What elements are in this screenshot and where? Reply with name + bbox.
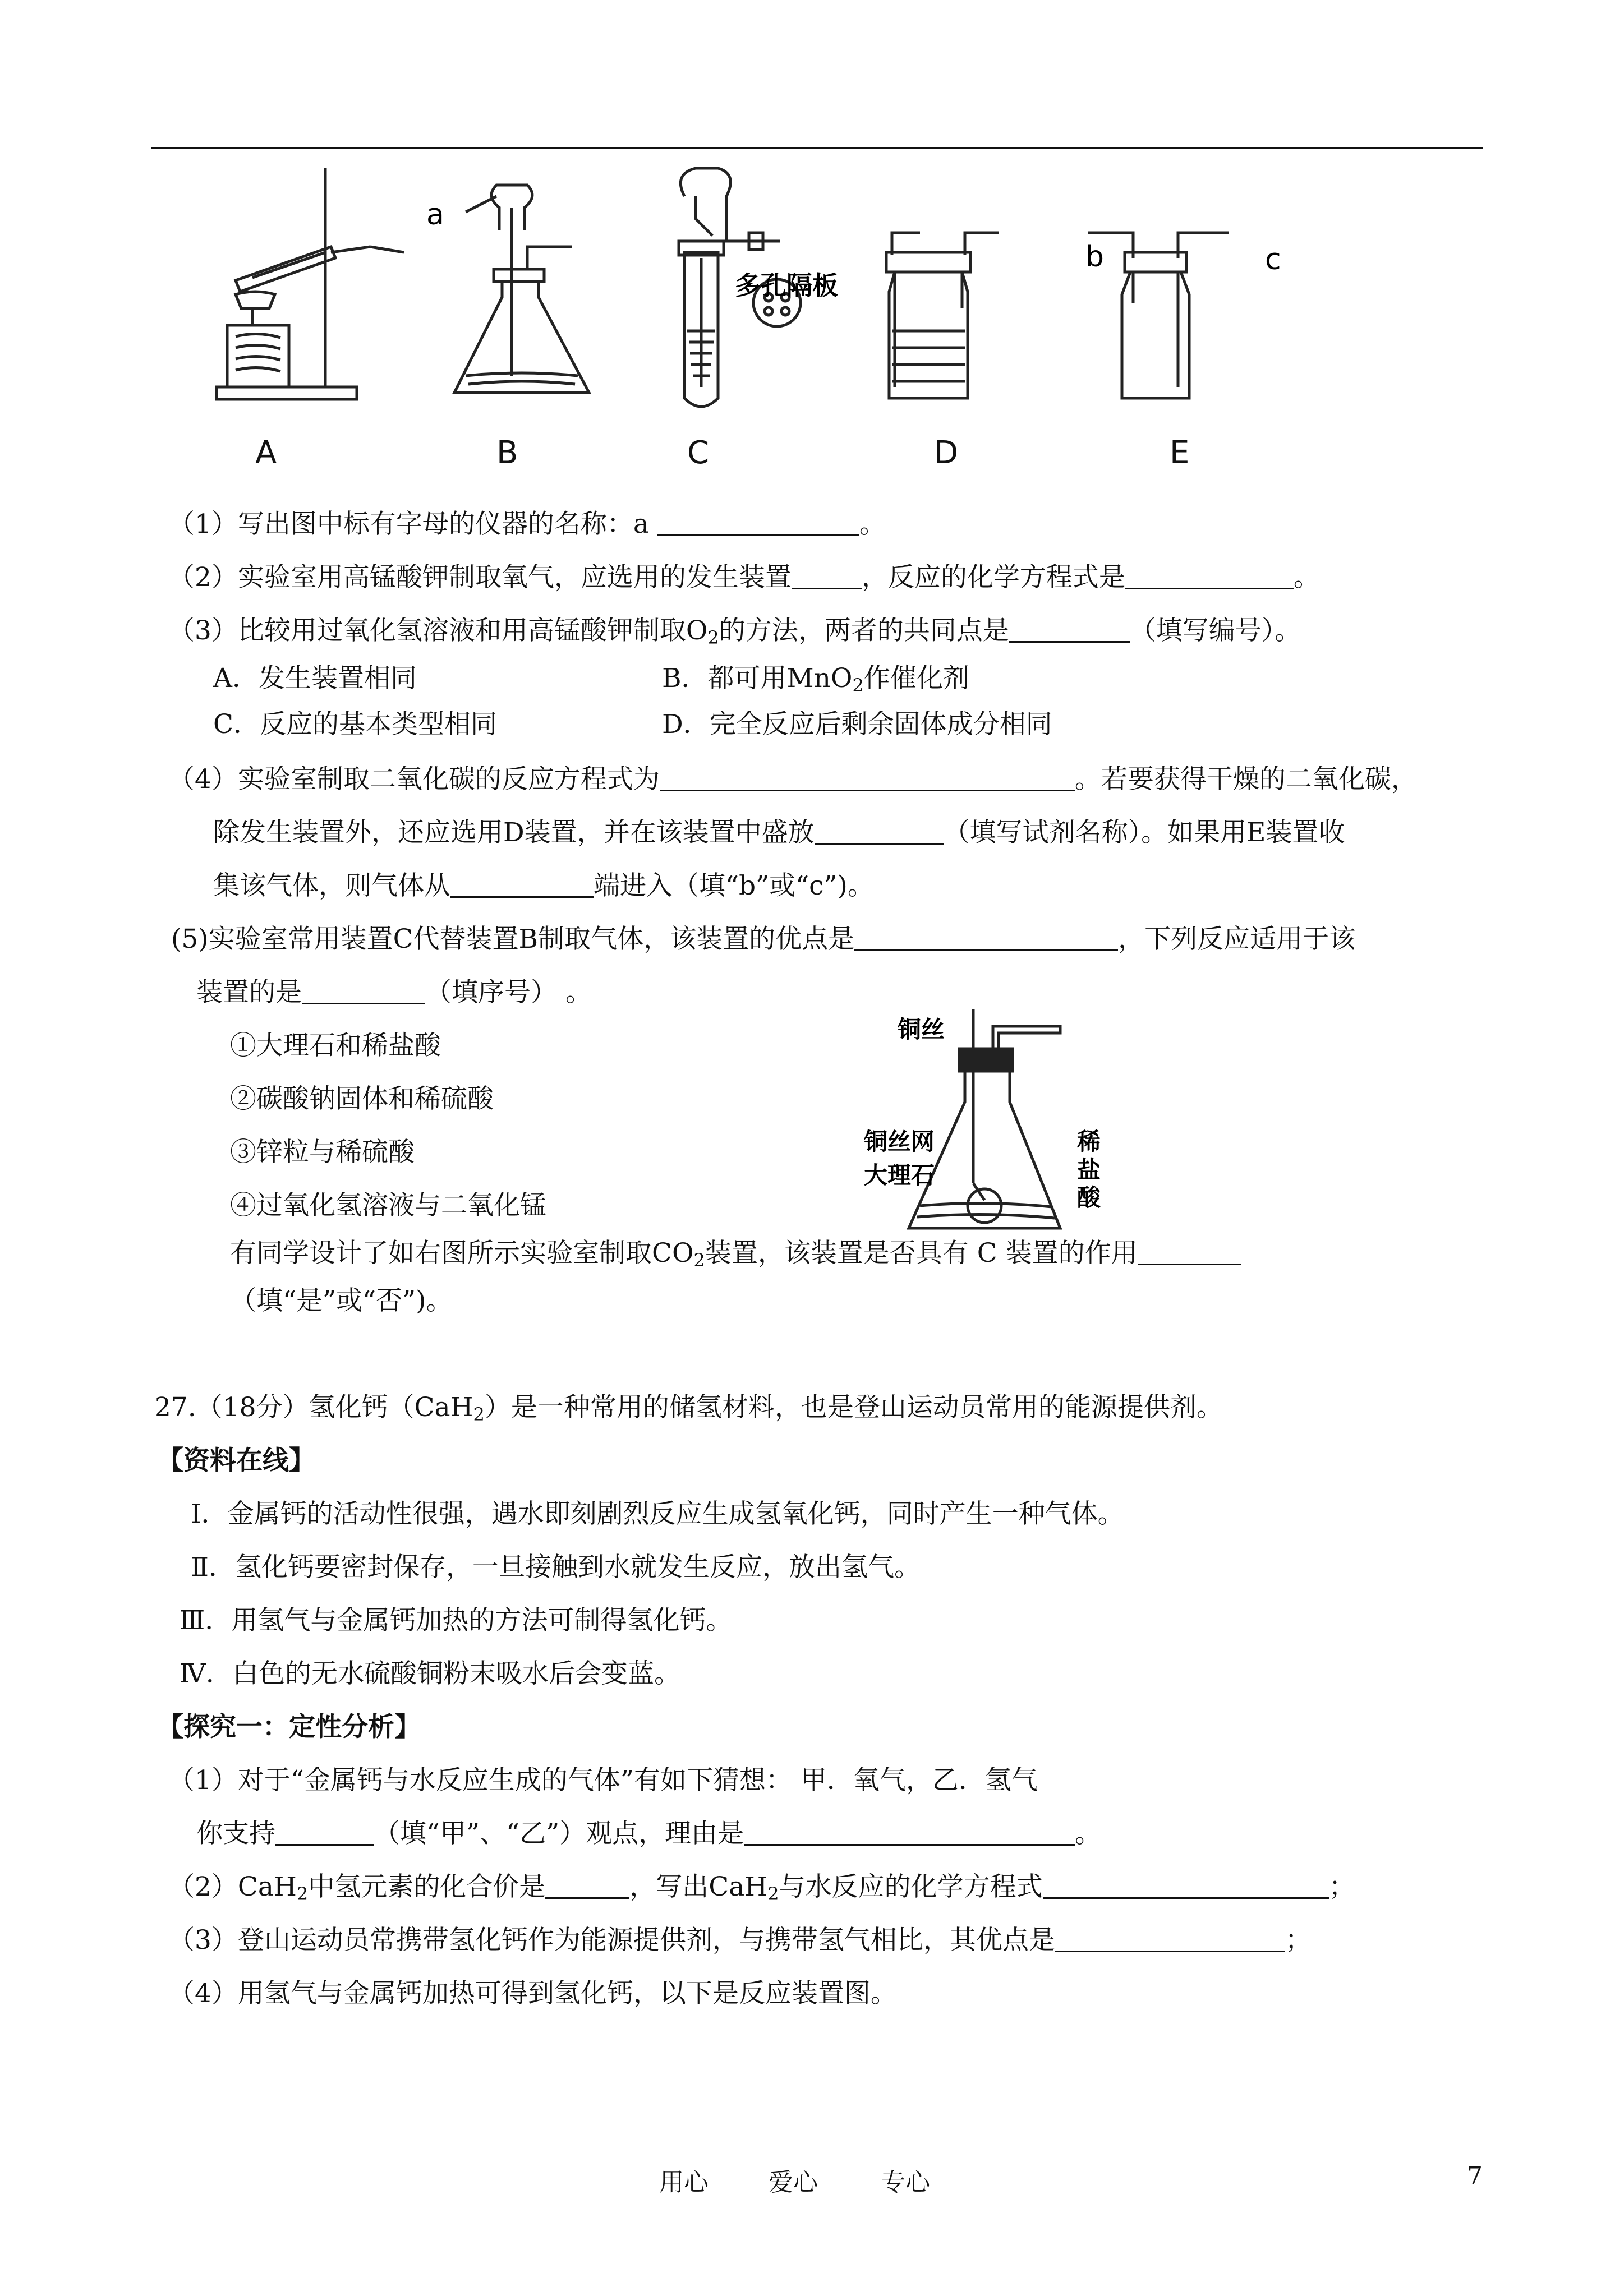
header-rule — [151, 147, 1483, 149]
q3-blank[interactable] — [1009, 615, 1130, 643]
q3-option-a: A．发生装置相同 — [213, 663, 417, 694]
label-d: D — [934, 435, 959, 471]
apparatus-figure — [213, 163, 1307, 488]
q3-line: （3）比较用过氧化氢溶液和用高锰酸钾制取$O_2$的方法，两者的共同点是 （填写编号）。 — [168, 615, 1301, 648]
q27-title: 27.（18分）氢化钙（CaH$_2$）是一种常用的储氢材料，也是登山运动员常用的能源提供剂。 — [154, 1392, 1223, 1425]
q2-line: （2）实验室用高锰酸钾制取氧气，应选用的发生装置 ，反应的化学方程式是 。 — [168, 562, 1320, 593]
apparatus-e — [1088, 233, 1229, 398]
label-e: E — [1170, 435, 1190, 471]
q5-line-3: 有同学设计了如右图所示实验室制取$CO_2$装置，该装置是否具有 C 装置的作用 — [230, 1237, 1241, 1270]
q5-line-1: (5)实验室常用装置C代替装置B制取气体，该装置的优点是 ，下列反应适用于该 — [171, 924, 1356, 955]
reaction-1: ①大理石和稀盐酸 — [230, 1030, 441, 1061]
copper-wire-label: 铜丝 — [898, 1016, 945, 1043]
apparatus-d — [886, 233, 999, 398]
q5-line-4: （填“是”或“否”)。 — [230, 1285, 453, 1316]
tube-letter-b: b — [1085, 240, 1105, 274]
q5-blank-yesno[interactable] — [1138, 1238, 1241, 1265]
q4-blank-reagent[interactable] — [815, 817, 944, 845]
q4-blank-equation[interactable] — [660, 764, 1075, 791]
acid-label-3: 酸 — [1077, 1184, 1101, 1211]
e3-blank[interactable] — [1055, 1925, 1285, 1952]
info-1: Ⅰ．金属钙的活动性很强，遇水即刻剧烈反应生成氢氧化钙，同时产生一种气体。 — [191, 1499, 1124, 1529]
explore-q1: （1）对于“金属钙与水反应生成的气体”有如下猜想： 甲．氧气，乙．氢气 — [168, 1765, 1038, 1796]
label-b: B — [496, 435, 518, 471]
info-3: Ⅲ．用氢气与金属钙加热的方法可制得氢化钙。 — [180, 1605, 733, 1636]
page-number: 7 — [1467, 2162, 1483, 2191]
label-a: A — [255, 435, 277, 471]
q2-blank-equation[interactable] — [1125, 562, 1294, 589]
q3-option-d: D．完全反应后剩余固体成分相同 — [662, 709, 1052, 740]
q5-blank-advantage[interactable] — [854, 924, 1118, 951]
e2-blank-valence[interactable] — [545, 1871, 629, 1899]
footer-2: 爱心 — [769, 2168, 818, 2197]
acid-label-2: 盐 — [1077, 1156, 1101, 1183]
q4-line-3: 集该气体，则气体从 端进入（填“b”或“c”)。 — [213, 870, 874, 901]
info-2: Ⅱ．氢化钙要密封保存，一旦接触到水就发生反应，放出氢气。 — [191, 1552, 921, 1583]
explore-q4: （4）用氢气与金属钙加热可得到氢化钙，以下是反应装置图。 — [168, 1978, 897, 2009]
q4-line-2: 除发生装置外，还应选用D装置，并在该装置中盛放 （填写试剂名称）。如果用E装置收 — [213, 817, 1345, 848]
explore-q1-line2: 你支持 （填“甲”、“乙”）观点，理由是 。 — [196, 1818, 1102, 1849]
q1-line: （1）写出图中标有字母的仪器的名称：a 。 — [168, 509, 886, 540]
q1-blank[interactable] — [657, 509, 859, 536]
reaction-4: ④过氧化氢溶液与二氧化锰 — [230, 1190, 546, 1221]
e2-blank-equation[interactable] — [1043, 1871, 1329, 1899]
q2-blank-device[interactable] — [792, 562, 862, 589]
apparatus-a — [217, 168, 404, 399]
reaction-2: ②碳酸钠固体和稀硫酸 — [230, 1084, 494, 1114]
q3-option-c: C．反应的基本类型相同 — [213, 709, 497, 740]
q3-option-b: B．都可用MnO$_2$作催化剂 — [662, 663, 969, 696]
marble-label: 大理石 — [864, 1161, 935, 1189]
q4-blank-port[interactable] — [450, 870, 594, 898]
plate-text: 多孔隔板 — [735, 270, 838, 301]
acid-label-1: 稀 — [1077, 1128, 1101, 1155]
explore-q3: （3）登山运动员常携带氢化钙作为能源提供剂，与携带氢气相比，其优点是 ； — [168, 1925, 1312, 1956]
footer-3: 专心 — [881, 2168, 930, 2197]
q5-line-2: 装置的是 （填序号） 。 — [196, 977, 592, 1008]
tube-letter-c: c — [1265, 243, 1281, 276]
apparatus-b — [454, 185, 589, 393]
e1-blank-choice[interactable] — [275, 1818, 374, 1846]
reaction-3: ③锌粒与稀硫酸 — [230, 1137, 415, 1168]
funnel-letter-a: a — [426, 198, 444, 232]
info-4: Ⅳ．白色的无水硫酸铜粉末吸水后会变蓝。 — [180, 1658, 680, 1689]
q5-blank-choice[interactable] — [302, 977, 425, 1004]
explore-heading: 【探究一：定性分析】 — [157, 1712, 421, 1742]
explore-q2: （2）CaH$_2$中氢元素的化合价是 ，写出CaH$_2$与水反应的化学方程式 ； — [168, 1871, 1355, 1905]
info-heading: 【资料在线】 — [157, 1445, 315, 1476]
q4-line-1: （4）实验室制取二氧化碳的反应方程式为 。若要获得干燥的二氧化碳， — [168, 764, 1418, 795]
co2-apparatus-figure — [864, 1004, 1111, 1267]
label-c: C — [687, 435, 710, 471]
e1-blank-reason[interactable] — [744, 1818, 1075, 1846]
copper-mesh-label: 铜丝网 — [864, 1128, 935, 1155]
footer-1: 用心 — [659, 2168, 709, 2197]
